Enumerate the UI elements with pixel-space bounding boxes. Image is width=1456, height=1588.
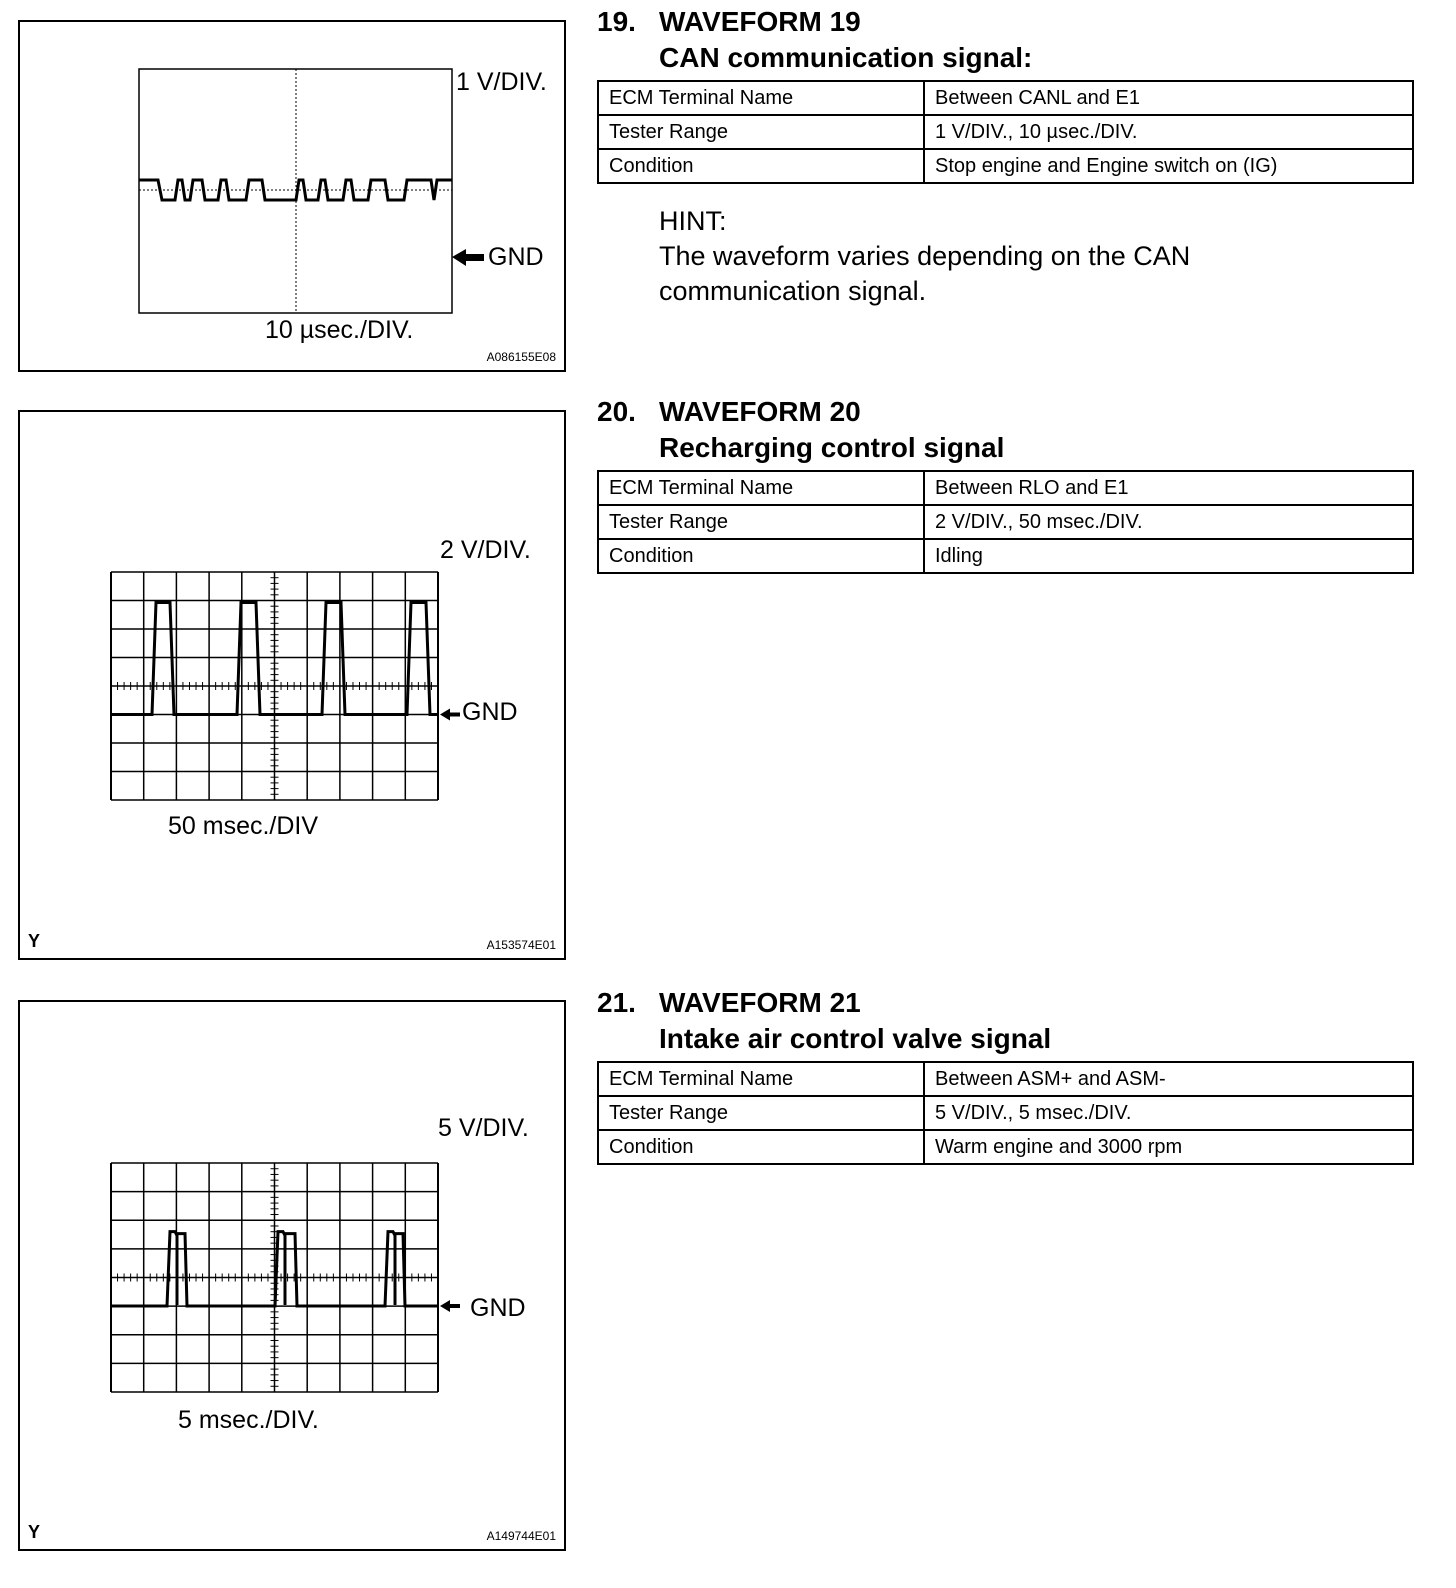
cell: Condition [598,1130,924,1164]
section-heading [597,394,1414,430]
section-title: WAVEFORM 19 [659,6,861,37]
waveform-21-scope [20,1002,568,1553]
gnd-label: GND [470,1294,526,1322]
cell: 5 V/DIV., 5 msec./DIV. [924,1096,1413,1130]
volt-div-label: 1 V/DIV. [456,68,547,96]
table-row [598,471,1413,505]
cell: 2 V/DIV., 50 msec./DIV. [924,505,1413,539]
cell: Idling [924,539,1413,573]
hint [597,204,1414,309]
cell: Between ASM+ and ASM- [924,1062,1413,1096]
cell: ECM Terminal Name [598,81,924,115]
table-row [598,115,1413,149]
cell: Between RLO and E1 [924,471,1413,505]
table-row [598,539,1413,573]
table-row [598,1062,1413,1096]
table-row [598,1130,1413,1164]
table-row [598,1096,1413,1130]
section-heading [597,4,1414,40]
waveform-20-scope [20,412,568,962]
time-div-label: 5 msec./DIV. [178,1406,319,1434]
cell: ECM Terminal Name [598,1062,924,1096]
section-heading [597,985,1414,1021]
section-number: 19. [597,6,636,37]
volt-div-label: 5 V/DIV. [438,1114,529,1142]
cell: ECM Terminal Name [598,471,924,505]
volt-div-label: 2 V/DIV. [440,536,531,564]
figure-code: A149744E01 [486,1529,556,1543]
gnd-label: GND [462,698,518,726]
hint-label: HINT: [659,206,727,236]
table-row [598,149,1413,183]
table-row [598,81,1413,115]
arrow-icon [440,1300,460,1312]
cell: 1 V/DIV., 10 µsec./DIV. [924,115,1413,149]
gnd-label: GND [488,243,544,271]
waveform-21-figure [18,1000,566,1551]
section-subtitle: Recharging control signal [659,432,1005,463]
section-title: WAVEFORM 20 [659,396,861,427]
section-subtitle: CAN communication signal: [659,42,1033,73]
time-div-label: 50 msec./DIV [168,812,319,840]
arrow-icon [440,709,460,721]
section-subtitle: Intake air control valve signal [659,1023,1052,1054]
waveform-20-section [597,394,1414,574]
waveform-20-figure [18,410,566,960]
table-row [598,505,1413,539]
hint-text: The waveform varies depending on the CAN communication signal. [659,241,1191,306]
figure-code: A153574E01 [486,938,556,952]
cell: Condition [598,539,924,573]
arrow-icon [452,249,484,266]
y-mark: Y [28,1522,41,1542]
spec-table [597,470,1414,574]
spec-table [597,1061,1414,1165]
section-number: 21. [597,987,636,1018]
cell: Tester Range [598,115,924,149]
section-number: 20. [597,396,636,427]
waveform-19-section [597,4,1414,309]
cell: Stop engine and Engine switch on (IG) [924,149,1413,183]
cell: Tester Range [598,505,924,539]
cell: Between CANL and E1 [924,81,1413,115]
cell: Tester Range [598,1096,924,1130]
y-mark: Y [28,931,41,951]
cell: Warm engine and 3000 rpm [924,1130,1413,1164]
figure-code: A086155E08 [486,350,556,364]
time-div-label: 10 µsec./DIV. [265,316,414,344]
cell: Condition [598,149,924,183]
waveform-19-figure [18,20,566,372]
spec-table [597,80,1414,184]
section-title: WAVEFORM 21 [659,987,861,1018]
waveform-21-section [597,985,1414,1165]
